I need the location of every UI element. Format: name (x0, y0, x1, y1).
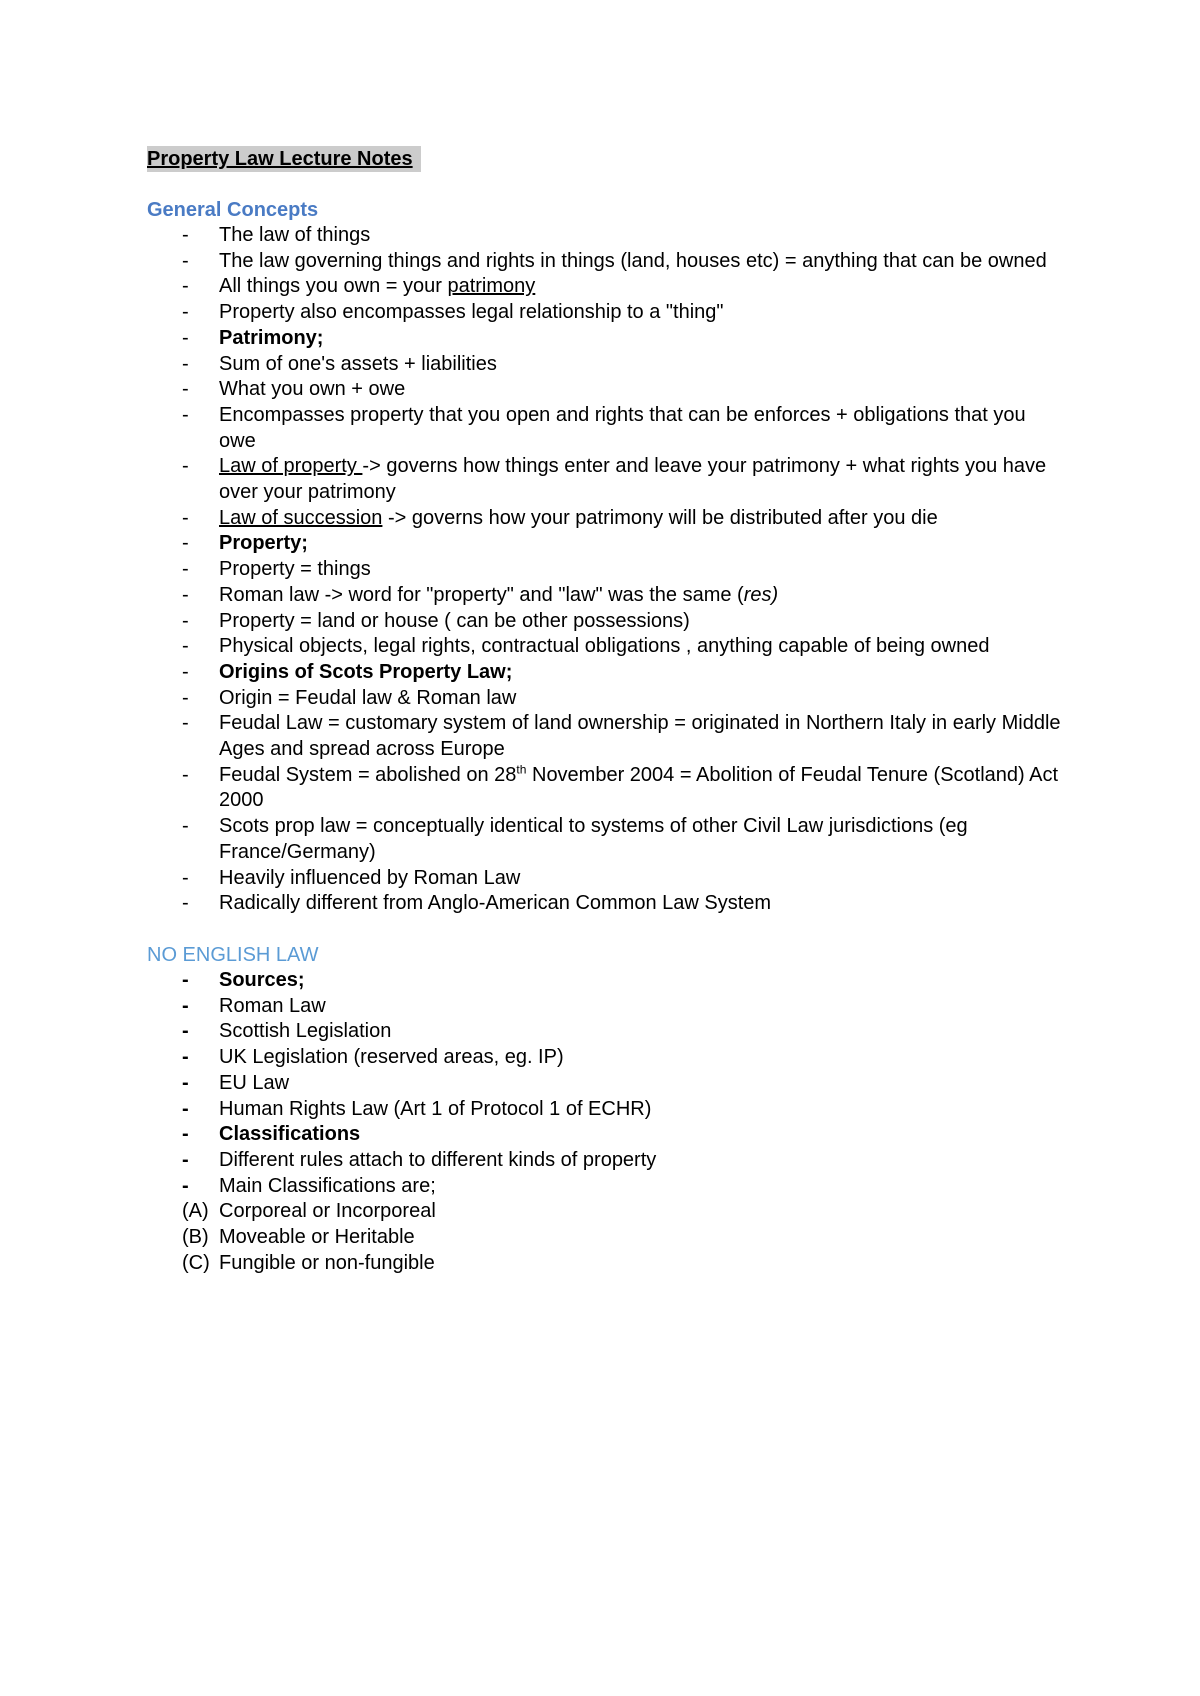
dash-bullet: - (182, 532, 189, 555)
list-item: - Property also encompasses legal relationship to a "thing" (147, 300, 1067, 326)
dash-bullet: - (182, 378, 189, 401)
origins-list (147, 660, 1067, 917)
dash-bullet: - (182, 1020, 189, 1043)
dash-bullet: - (182, 660, 189, 683)
list-item: - Radically different from Anglo-American Common Law System (147, 891, 1067, 917)
section-heading-general-concepts: General Concepts (147, 199, 319, 221)
dash-bullet: - (182, 326, 189, 349)
dash-bullet: - (182, 455, 189, 478)
dash-bullet: - (182, 249, 189, 272)
list-item: - Origin = Feudal law & Roman law (147, 686, 1067, 712)
law-of-property-term: Law of property (219, 455, 363, 478)
list-item: - What you own + owe (147, 377, 1067, 403)
letter-label: (B) (182, 1226, 209, 1249)
list-item: - Physical objects, legal rights, contractual obligations , anything capable of being owned (147, 634, 1067, 660)
list-item: - The law of things (147, 223, 1067, 249)
list-item: - Feudal System = abolished on 28th November 2004 = Abolition of Feudal Tenure (Scotland) Act 2000 (182, 762, 1059, 812)
lettered-item: (C) Fungible or non-fungible (147, 1251, 1067, 1277)
note-no-english-law: NO ENGLISH LAW (147, 943, 319, 966)
list-item: - UK Legislation (reserved areas, eg. IP) (147, 1045, 1067, 1071)
dash-bullet: - (182, 583, 189, 606)
dash-bullet: - (182, 506, 189, 529)
page-title: Property Law Lecture Notes (147, 146, 421, 172)
list-item: - Roman Law (147, 994, 1067, 1020)
dash-bullet: - (182, 686, 189, 709)
list-item: - Feudal Law = customary system of land ownership = originated in Northern Italy in early Middle Ages and spread across Europe (182, 712, 1061, 761)
letter-label: (A) (182, 1200, 209, 1223)
list-item: - Main Classifications are; (147, 1174, 1067, 1200)
dash-bullet: - (182, 558, 189, 581)
dash-bullet: - (182, 301, 189, 324)
law-of-succession-term: Law of succession (219, 506, 383, 529)
list-item: - Encompasses property that you open and rights that can be enforces + obligations that you owe (182, 403, 1026, 452)
list-item-heading: - Classifications (147, 1122, 1067, 1148)
document-page (147, 146, 1067, 1276)
list-item: - Roman law -> word for "property" and "law" was the same (res) (147, 583, 1067, 609)
dash-bullet: - (182, 352, 189, 375)
list-item: - Scottish Legislation (147, 1019, 1067, 1045)
list-item: - Human Rights Law (Art 1 of Protocol 1 of ECHR) (147, 1097, 1067, 1123)
lettered-item: (A) Corporeal or Incorporeal (147, 1199, 1067, 1225)
general-concepts-list (147, 223, 1067, 326)
list-item: - All things you own = your patrimony (147, 274, 1067, 300)
dash-bullet: - (182, 968, 189, 991)
list-item: - Heavily influenced by Roman Law (147, 866, 1067, 892)
dash-bullet: - (182, 866, 189, 889)
dash-bullet: - (182, 1046, 189, 1069)
list-item: - Sum of one's assets + liabilities (147, 352, 1067, 378)
list-item: - Different rules attach to different kinds of property (147, 1148, 1067, 1174)
dash-bullet: - (182, 1097, 189, 1120)
list-item-heading: - Origins of Scots Property Law; (147, 660, 1067, 686)
patrimony-list (147, 326, 1067, 532)
list-item: - Law of property -> governs how things enter and leave your patrimony + what rights you have over your patrimony (182, 455, 1047, 504)
list-item-heading: - Patrimony; (147, 326, 1067, 352)
dash-bullet: - (182, 275, 189, 298)
dash-bullet: - (182, 994, 189, 1017)
dash-bullet: - (182, 815, 189, 838)
list-item: - Law of succession -> governs how your patrimony will be distributed after you die (147, 506, 1067, 532)
dash-bullet: - (182, 1174, 189, 1197)
list-item-heading: - Property; (147, 531, 1067, 557)
list-item-heading: - Sources; (147, 968, 1067, 994)
dash-bullet: - (182, 609, 189, 632)
list-item: - Scots prop law = conceptually identical to systems of other Civil Law jurisdictions (eg France/Germany) (182, 815, 968, 863)
dash-bullet: - (182, 763, 189, 786)
list-item: - The law governing things and rights in things (land, houses etc) = anything that can be owned (147, 249, 1067, 275)
property-list (147, 531, 1067, 660)
patrimony-term: patrimony (447, 275, 536, 298)
lettered-item: (B) Moveable or Heritable (147, 1225, 1067, 1251)
dash-bullet: - (182, 635, 189, 658)
dash-bullet: - (182, 1071, 189, 1094)
classifications-list (147, 1122, 1067, 1276)
sources-list (147, 968, 1067, 1122)
dash-bullet: - (182, 892, 189, 915)
dash-bullet: - (182, 712, 189, 735)
letter-label: (C) (182, 1251, 210, 1274)
list-item: - EU Law (147, 1071, 1067, 1097)
dash-bullet: - (182, 1148, 189, 1171)
dash-bullet: - (182, 403, 189, 426)
list-item: - Property = land or house ( can be other possessions) (147, 609, 1067, 635)
list-item: - Property = things (147, 557, 1067, 583)
dash-bullet: - (182, 1123, 189, 1146)
dash-bullet: - (182, 224, 189, 246)
